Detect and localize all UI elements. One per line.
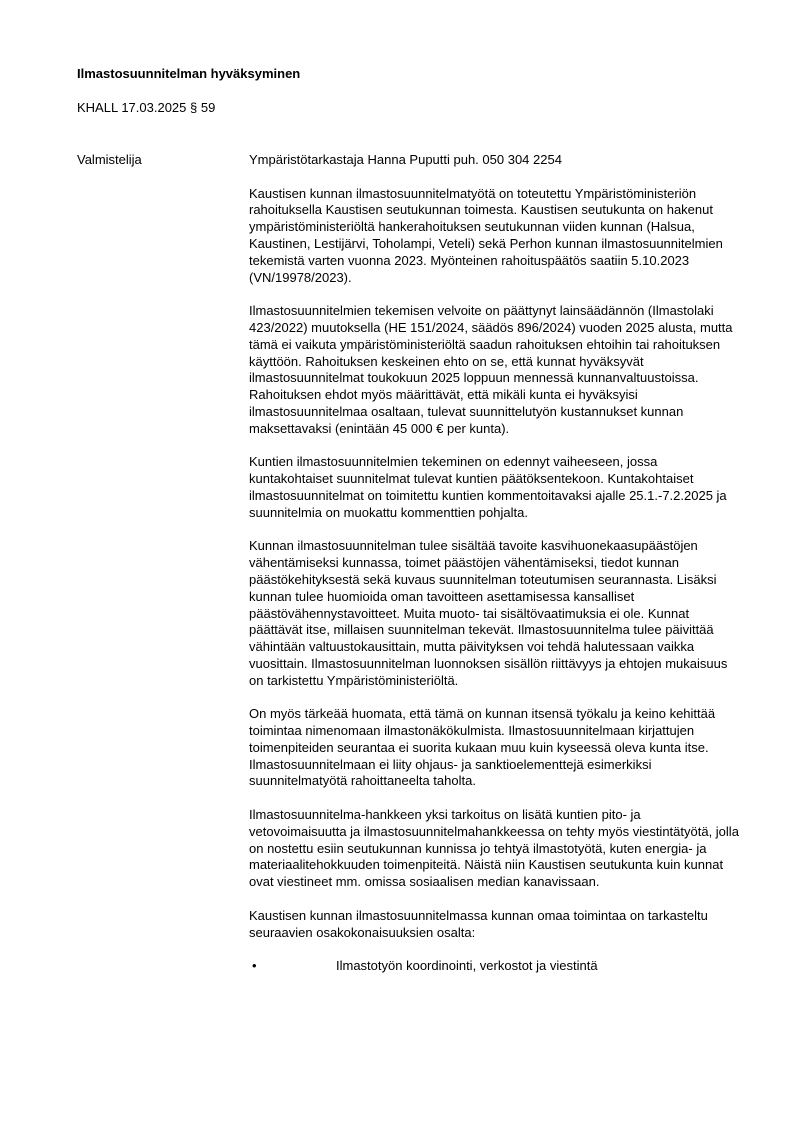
paragraph-funding: Kaustisen kunnan ilmastosuunnitelmatyötä on toteutettu Ympäristöministeriön rahoituksella Kaustisen seutukunnan toimesta. Kaustisen seutukunta on hakenut ympäristöministeriöltä hankerahoituksen seutukunnan viiden kunnan (Halsua, Kaustinen, Lestijärvi, Toholampi, Veteli) sekä Perhon kunnan ilmastosuunnitelmien tekemistä varten vuonna 2023. Myönteinen rahoituspäätös saatiin 5.10.2023 (VN/19978/2023).: [249, 185, 723, 285]
bullet-item: [249, 958, 741, 975]
preparer-label: Valmistelija: [77, 152, 142, 167]
bullet-marker: •: [252, 958, 257, 974]
meeting-reference: KHALL 17.03.2025 § 59: [77, 100, 216, 115]
paragraph-scope: Kaustisen kunnan ilmastosuunnitelmassa kunnan omaa toimintaa on tarkasteltu seuraavien osakokonaisuuksien osalta:: [249, 907, 708, 940]
paragraph-progress: Kuntien ilmastosuunnitelmien tekeminen on edennyt vaiheeseen, jossa kuntakohtaiset suunnitelmat tulevat kuntien päätöksentekoon. Kuntakohtaiset ilmastosuunnitelmat on toimitettu kuntien kommentoitavaksi ajalle 25.1.-7.2.2025 ja suunnitelmia on muokattu kommenttien pohjalta.: [249, 454, 727, 520]
paragraph-communication: Ilmastosuunnitelma-hankkeen yksi tarkoitus on lisätä kuntien pito- ja vetovoimaisuutta ja ilmastosuunnitelmahankkeessa on tehty myös viestintätyötä, jolla on nostettu esiin seutukunnan kunnissa jo tehtyä ilmastotyötä, kuten energia- ja materiaalitehokkuuden toimenpiteitä. Näistä niin Kaustisen seutukunta kuin kunnat ovat viestineet mm. omissa sosiaalisen median kanavissaan.: [249, 807, 739, 890]
paragraph-requirements: Kunnan ilmastosuunnitelman tulee sisältää tavoite kasvihuonekaasupäästöjen vähentämiseksi kunnassa, toimet päästöjen vähentämiseksi, tiedot kunnan päästökehityksestä sekä kuvaus suunnitelman toteutumisen seurannasta. Lisäksi kunnan tulee huomioida oman tavoitteen asettamisessa kansalliset päästövähennystavoitteet. Muita muoto- tai sisältövaatimuksia ei ole. Kunnat päättävät itse, millaisen suunnitelman tekevät. Ilmastosuunnitelma tulee päivittää vähintään valtuustokausittain, mutta päivityksen voi tehdä halutessaan vaikka vuosittain. Ilmastosuunnitelman luonnoksen sisällön riittävyys ja ehtojen mukaisuus on tarkistettu Ympäristöministeriöltä.: [249, 538, 728, 688]
document-title: Ilmastosuunnitelman hyväksyminen: [77, 66, 301, 81]
paragraph-obligation: Ilmastosuunnitelmien tekemisen velvoite on päättynyt lainsäädännön (Ilmastolaki 423/2022) muutoksella (HE 151/2024, säädös 896/2024) vuoden 2025 alusta, mutta tämä ei vaikuta ympäristöministeriöltä saadun rahoituksen ehtoihin tai rahoituksen käyttöön. Rahoituksen keskeinen ehto on se, että kunnat hyväksyvät ilmastosuunnitelmat toukokuun 2025 loppuun mennessä kunnanvaltuustoissa. Rahoituksen ehdot myös määrittävät, että mikäli kunta ei hyväksyisi ilmastosuunnitelmaa osaltaan, tulevat suunnittelutyön kustannukset kunnan maksettavaksi (enintään 45 000 € per kunta).: [249, 303, 733, 436]
preparer-line: Ympäristötarkastaja Hanna Puputti puh. 050 304 2254: [249, 152, 562, 167]
bullet-item-text: Ilmastotyön koordinointi, verkostot ja viestintä: [336, 958, 598, 974]
paragraph-own-tool: On myös tärkeää huomata, että tämä on kunnan itsensä työkalu ja keino kehittää toimintaa nimenomaan ilmastonäkökulmista. Ilmastosuunnitelmaan kirjattujen toimenpiteiden seurantaa ei suorita kukaan muu kuin kyseessä oleva kunta itse. Ilmastosuunnitelmaan ei liity ohjaus- ja sanktioelementtejä esimerkiksi suunnitelmatyötä rahoittaneelta taholta.: [249, 706, 716, 789]
document-body: [249, 152, 741, 975]
